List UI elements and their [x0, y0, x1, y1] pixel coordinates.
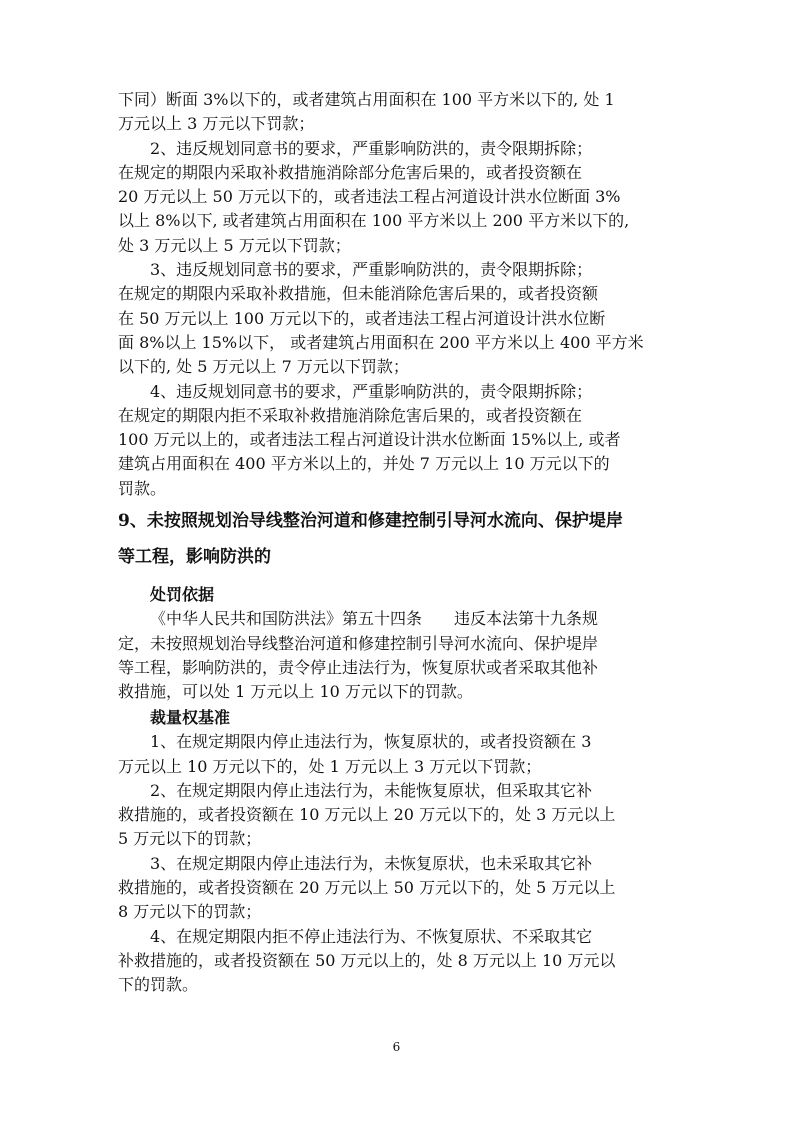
- text-line: 2、在规定期限内停止违法行为，未能恢复原状，但采取其它补: [150, 780, 593, 800]
- text-line: 救措施的，或者投资额在 10 万元以上 20 万元以下的，处 3 万元以上: [118, 805, 616, 825]
- text-line: 8 万元以下的罚款；: [118, 902, 262, 922]
- penalty-basis-block: [118, 583, 666, 704]
- discretion-standard-block: [118, 706, 666, 998]
- section-heading: [118, 508, 678, 574]
- text-line: 5 万元以下的罚款；: [118, 829, 262, 849]
- page-number: 6: [392, 1040, 401, 1054]
- text-line: 救措施，可以处 1 万元以上 10 万元以下的罚款。: [118, 682, 473, 702]
- text-line: 20 万元以上 50 万元以下的，或者违法工程占河道设计洪水位断面 3%: [118, 187, 621, 207]
- text-line: 在规定的期限内采取补救措施消除部分危害后果的，或者投资额在: [118, 162, 583, 182]
- text-line: 4、违反规划同意书的要求，严重影响防洪的，责令限期拆除；: [150, 381, 593, 401]
- text-line: 以上 8%以下, 或者建筑占用面积在 100 平方米以上 200 平方米以下的,: [118, 211, 630, 231]
- text-line: 处 3 万元以上 5 万元以下罚款；: [118, 235, 351, 255]
- text-line: 4、在规定期限内拒不停止违法行为、不恢复原状、不采取其它: [150, 926, 593, 946]
- text-line: 补救措施的，或者投资额在 50 万元以上的，处 8 万元以上 10 万元以: [118, 950, 616, 970]
- text-line: 下同）断面 3%以下的，或者建筑占用面积在 100 平方米以下的, 处 1: [118, 90, 615, 109]
- text-line: 万元以上 10 万元以下的，处 1 万元以上 3 万元以下罚款；: [118, 756, 542, 776]
- text-line: 以下的, 处 5 万元以上 7 万元以下罚款；: [118, 357, 409, 377]
- text-line: 建筑占用面积在 400 平方米以上的，并处 7 万元以上 10 万元以下的: [118, 454, 610, 474]
- basis-title: 处罚依据: [150, 585, 215, 604]
- text-line: 在规定的期限内采取补救措施，但未能消除危害后果的，或者投资额: [118, 284, 599, 304]
- text-line: 1、在规定期限内停止违法行为，恢复原状的，或者投资额在 3: [150, 732, 592, 752]
- section-heading-line: 9、未按照规划治导线整治河道和修建控制引导河水流向、保护堤岸: [118, 511, 623, 531]
- text-line: 《中华人民共和国防洪法》第五十四条 违反本法第十九条规: [150, 609, 599, 629]
- text-line: 在规定的期限内拒不采取补救措施消除危害后果的，或者投资额在: [118, 405, 583, 425]
- discretion-title: 裁量权基准: [150, 708, 231, 727]
- continuation-text-block: [118, 88, 666, 501]
- text-line: 3、违反规划同意书的要求，严重影响防洪的，责令限期拆除；: [150, 260, 593, 280]
- text-line: 等工程，影响防洪的，责令停止违法行为，恢复原状或者采取其他补: [118, 657, 599, 677]
- text-line: 在 50 万元以上 100 万元以下的，或者违法工程占河道设计洪水位断: [118, 308, 606, 328]
- text-line: 2、违反规划同意书的要求，严重影响防洪的，责令限期拆除；: [150, 138, 593, 158]
- text-line: 下的罚款。: [118, 975, 199, 995]
- text-line: 定，未按照规划治导线整治河道和修建控制引导河水流向、保护堤岸: [118, 633, 599, 653]
- text-line: 3、在规定期限内停止违法行为，未恢复原状，也未采取其它补: [150, 853, 593, 873]
- section-heading-line: 等工程，影响防洪的: [118, 547, 271, 567]
- text-line: 100 万元以上的，或者违法工程占河道设计洪水位断面 15%以上, 或者: [118, 430, 621, 450]
- text-line: 救措施的，或者投资额在 20 万元以上 50 万元以下的，处 5 万元以上: [118, 878, 616, 898]
- text-line: 罚款。: [118, 478, 167, 498]
- text-line: 面 8%以上 15%以下， 或者建筑占用面积在 200 平方米以上 400 平方米: [118, 332, 644, 352]
- text-line: 万元以上 3 万元以下罚款；: [118, 114, 315, 134]
